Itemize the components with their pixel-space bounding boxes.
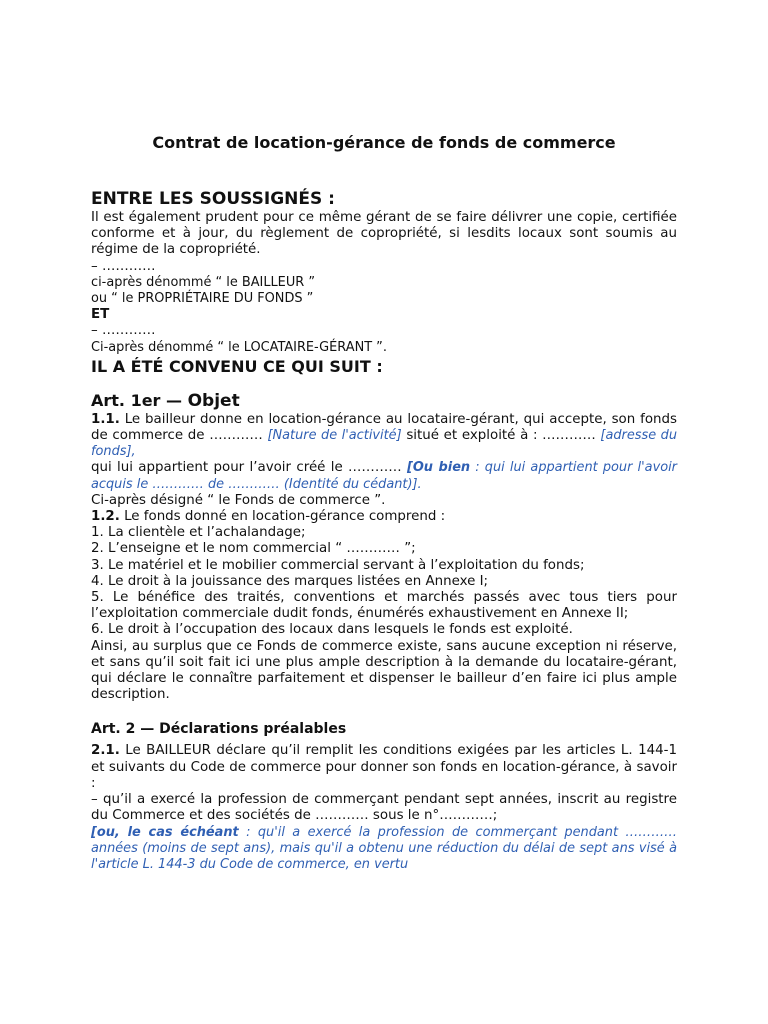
clause-1-2-text: Le fonds donné en location-gérance comprend : [119,509,446,525]
clause-number-2-1: 2.1. [91,743,120,759]
article-1-closing: Ainsi, au surplus que ce Fonds de commerce existe, sans aucune exception ni réserve, et sans qu’il soit fait ici une plus ample description à la demande du locataire-gérant, qui déclare le connaître parfaitement et dispenser le bailleur d’en faire ici plus ample description. [91,638,677,703]
clause-2-1-text: Le BAILLEUR déclare qu’il remplit les conditions exigées par les articles L. 144-1 et suivants du Code de commerce pour donner son fonds en location-gérance, à savoir : [91,743,677,791]
locataire-dash: – ………… [91,323,156,339]
article-1-1-origin [91,460,677,492]
document-title: Contrat de location-gérance de fonds de commerce [152,133,616,152]
article-1-1 [91,412,677,461]
fonds-designation: Ci-après désigné “ le Fonds de commerce ”. [91,492,386,508]
bailleur-dash: – ………… [91,258,156,274]
clause-1-1-text-a: Le bailleur donne en location-gérance au locataire-gérant, qui accepte, son fonds de commerce de ………… [91,411,677,444]
article-2-1 [91,743,677,792]
note-cas-echeant [91,825,677,874]
et-separator: ET [91,307,110,323]
article-2-1-item: – qu’il a exercé la profession de commerçant pendant sept années, inscrit au registre du Commerce et des sociétés de ………… sous le n°…………; [91,792,677,824]
list-item: 3. Le matériel et le mobilier commercial servant à l’exploitation du fonds; [91,557,585,573]
locataire-designation: Ci-après dénommé “ le LOCATAIRE-GÉRANT ”. [91,339,387,355]
note-ou-bien: [Ou bien [406,460,471,476]
article-1-2 [91,509,677,525]
list-item: 6. Le droit à l’occupation des locaux dans lesquels le fonds est exploité. [91,622,573,638]
list-item: 1. La clientèle et l’achalandage; [91,525,306,541]
document-page [91,0,677,1024]
article-1-title: Objet [187,390,240,411]
list-item: 4. Le droit à la jouissance des marques listées en Annexe I; [91,573,489,589]
note-adresse-fonds: [adresse du fonds], [91,428,678,460]
clause-number-1-2: 1.2. [91,509,120,525]
article-2-heading: Art. 2 — Déclarations préalables [91,721,347,738]
convenu-heading: IL A ÉTÉ CONVENU CE QUI SUIT : [91,356,383,376]
note-cas-echeant-lead: [ou, le cas échéant [91,824,239,840]
list-item: 5. Le bénéfice des traités, conventions et marchés passés avec tous tiers pour l’exploitation commerciale dudit fonds, énumérés exhaustivement en Annexe II; [91,590,677,622]
clause-1-1-text-b: situé et exploité à : ………… [401,428,601,444]
origin-text: qui lui appartient pour l’avoir créé le ………… [91,460,407,476]
parties-heading: ENTRE LES SOUSSIGNÉS : [91,189,335,209]
proprietaire-designation: ou “ le PROPRIÉTAIRE DU FONDS ” [91,291,314,307]
note-acquisition: : qui lui appartient pour l'avoir acquis le ………… de ………… (Identité du cédant)]. [91,460,677,492]
clause-number-1-1: 1.1. [91,411,120,427]
article-1-number: Art. 1er — [91,390,188,410]
article-1-heading [91,390,677,412]
list-item: 2. L’enseigne et le nom commercial “ ………… ”; [91,541,416,557]
document-body [91,188,677,873]
parties-intro: Il est également prudent pour ce même gérant de se faire délivrer une copie, certifiée conforme et à jour, du règlement de copropriété, si lesdits locaux sont soumis au régime de la copropriété. [91,210,677,258]
note-nature-activite: [Nature de l'activité] [267,428,402,444]
bailleur-designation: ci-après dénommé “ le BAILLEUR ” [91,274,315,290]
note-cas-echeant-text: : qu'il a exercé la profession de commerçant pendant ………… années (moins de sept ans), mais qu'il a obtenu une réduction du délai de sept ans visé à l'article L. 144-3 du Code de commerce, en vertu [91,824,677,872]
